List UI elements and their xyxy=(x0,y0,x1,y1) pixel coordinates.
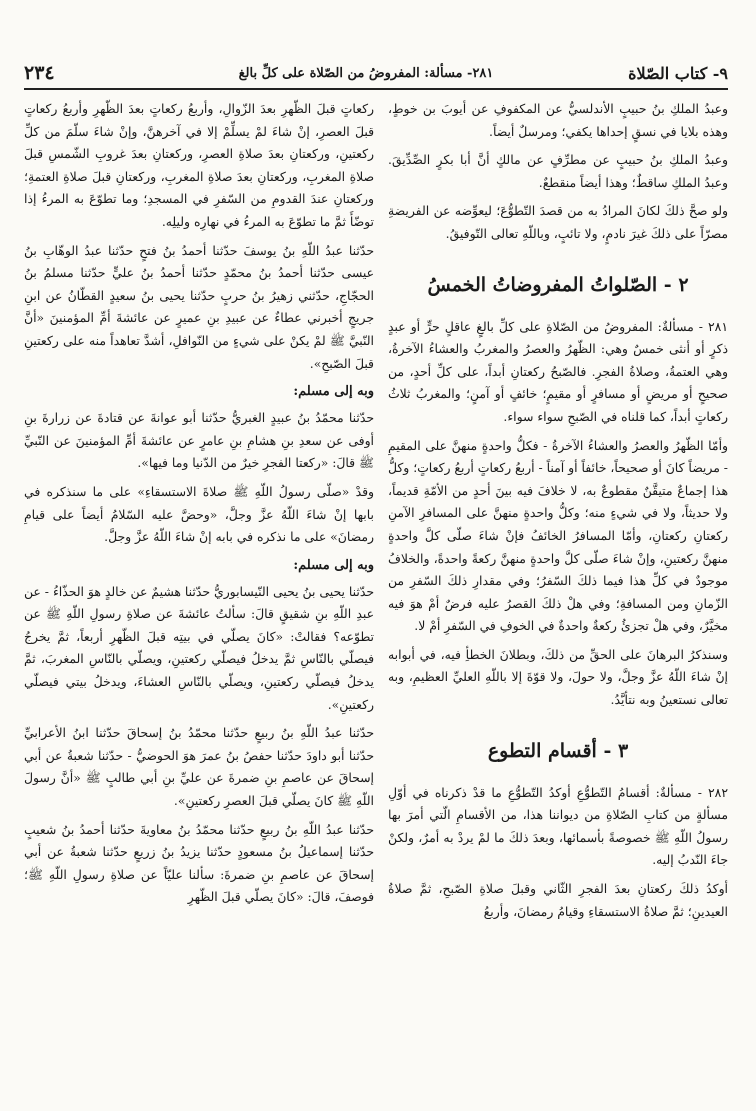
paragraph: وعبدُ الملكِ بنُ حبيبٍ عن مطرِّفٍ عن مالكٍ أنَّ أبا بكرٍ الصِّدِّيقَ. وعبدُ الملكِ ساقطٌ؛ وهذا أيضاً منقطعٌ. xyxy=(388,152,728,190)
page-number: ٢٣٤ xyxy=(24,62,55,84)
paragraph: حدّثنا عبدُ اللّهِ بنُ ربيعٍ حدّثنا محمّدُ بنُ معاويةَ حدّثنا أحمدُ بنُ شعيبٍ حدّثنا إسماعيلُ بنُ مسعودٍ حدّثنا يزيدُ بنُ زريعٍ حدّثنا شعبةُ عن أبي إسحاقَ عن عاصمِ بنِ ضمرةَ: سألنا عليّاً عن صلاةِ رسولِ اللّهِ ﷺ؛ فوصفَ، قالَ: «كانَ يصلّي قبلَ الظّهرِ xyxy=(24,821,374,905)
running-topic: ٢٨١- مسألة: المفروضُ من الصّلاة على كلِّ بالغ xyxy=(238,65,494,81)
paragraph: حدّثنا محمّدُ بنُ عبيدٍ الغبريُّ حدّثنا أبو عوانةَ عن قتادةَ عن زرارةَ بنِ أوفى عن سعدِ بنِ هشامِ بنِ عامرٍ عن عائشةَ أمِّ المؤمنينَ عن النّبيِّ ﷺ قالَ: «ركعتا الفجرِ خيرٌ من الدّنيا وما فيها». xyxy=(24,410,374,471)
paragraph: حدّثنا يحيى بنُ يحيى النّيسابوريُّ حدّثنا هشيمٌ عن خالدٍ هوَ الحذّاءُ - عن عبدِ اللّهِ بنِ شقيقٍ قالَ: سألتُ عائشةَ عن صلاةِ رسولِ اللّهِ ﷺ عن تطوّعه؟ فقالتْ: «كانَ يصلّي في بيتِه قبلَ الظّهرِ أربعاً، ثمَّ يخرجُ فيصلّي بالنّاسِ ثمَّ يدخلُ فيصلّي ركعتينِ، ويصلّي بالنّاسِ المغربَ، ثمَّ يدخلُ فيصلّي ركعتينِ، ويصلّي بالنّاسِ العشاءَ، ويدخلُ بيتي فيصلّي ركعتينِ». xyxy=(24,583,374,712)
paragraph: وعبدُ الملكِ بنُ حبيبٍ الأندلسيُّ عن المكفوفِ عن أيوبَ بن خوطٍ، وهذه بلايا في نسقٍ إحداها يكفي؛ ومرسلٌ أيضاً. xyxy=(388,101,728,139)
chain-subheading: وبه إلى مسلم: xyxy=(293,384,374,400)
paragraph: وأمّا الظّهرُ والعصرُ والعشاءُ الآخرةُ - فكلُّ واحدةٍ منهنَّ على المقيمِ - مريضاً كانَ أو صحيحاً، خائفاً أو آمناً - أربعُ ركعاتٍ أربعُ ركعاتٍ؛ وكلُّ هذا إجماعٌ متيقَّنٌ مقطوعٌ به، لا خلافَ فيه بينَ أحدٍ من الأمّةِ قديماً، ولا حديثاً، ولا في شيءٍ منه؛ وكلُّ واحدةٍ منهنَّ على المسافرِ الآمنِ ركعتانِ ركعتانِ، وأمّا المسافرُ الخائفُ فإنْ شاءَ صلّى كلَّ واحدةٍ منهنَّ ركعتينِ، وإنْ شاءَ صلّى كلَّ واحدةٍ منهنَّ ركعةً واحدةً، والخلافُ موجودٌ في كلِّ هذا فيما ذلكَ السّفرُ؛ وفي مقدارِ ذلكَ السّفرِ من الزّمانِ ومن المسافةِ؛ وفي هلْ ذلكَ القصرُ عليه فرضٌ أمْ هوَ فيه مخيَّرٌ، وفي هلْ تجزئُ ركعةٌ واحدةٌ في الخوفِ في السّفرِ أمْ لا. xyxy=(388,437,728,634)
chain-subheading: وبه إلى مسلم: xyxy=(293,557,374,573)
paragraph: حدّثنا عبدُ اللّهِ بنُ يوسفَ حدّثنا أحمدُ بنُ فتحٍ حدّثنا عبدُ الوهّابِ بنُ عيسى حدّثنا أحمدُ بنُ محمّدٍ حدّثنا أحمدُ بنُ عليٍّ حدّثنا مسلمُ بنُ الحجّاجِ، حدّثني زهيرُ بنُ حربٍ حدّثنا يحيى بنُ سعيدٍ القطّانُ عن ابنِ جريجٍ أخبرني عطاءٌ عن عبيدِ بنِ عميرٍ عن عائشةَ أمِّ المؤمنينَ «أنَّ النّبيَّ ﷺ لمْ يكنْ على شيءٍ من النّوافلِ، أشدَّ تعاهداً منه على ركعتينِ قبلَ الصّبحِ». xyxy=(24,242,374,371)
paragraph: وسنذكرُ البرهانَ على الحقِّ من ذلكَ، وبطلانَ الخطأِ فيه، في أبوابه إنْ شاءَ اللّهُ عزَّ وجلَّ، ولا حولَ، ولا قوّةَ إلا باللّهِ العليِّ العظيمِ، وبه تعالى نستعينُ وبه نتأيَّدُ. xyxy=(388,646,728,708)
paragraph: ٢٨١ - مسألةٌ: المفروضُ من الصّلاةِ على كلِّ بالغٍ عاقلٍ حرٍّ أو عبدٍ ذكرٍ أو أنثى خمسٌ وهي: الظّهرُ والعصرُ والمغربُ والعشاءُ الآخرةُ، وهي العتمةُ، وصلاةُ الفجرِ. فالصّبحُ ركعتانِ أبداً، على كلِّ أحدٍ، من صحيحٍ أو مريضٍ أو مسافرٍ أو مقيمٍ؛ خائفٍ أو آمنٍ؛ والمغربُ ثلاثُ ركعاتٍ أبداً، كما قلناه في الصّبحِ سواء سواء. xyxy=(388,318,728,424)
chapter-title: ٩- كتاب الصّلاة xyxy=(628,63,728,83)
page-header xyxy=(24,58,728,90)
section-heading: ٣ - أقسام التطوع xyxy=(487,739,629,762)
paragraph: ركعاتٍ قبلَ الظّهرِ بعدَ الزّوالِ، وأربعُ ركعاتٍ بعدَ الظّهرِ وأربعُ ركعاتٍ قبلَ العصرِ، إنْ شاءَ لمْ يسلِّمْ إلا في آخرهنَّ، وإنْ شاءَ سلّمَ من كلِّ ركعتينِ، وركعتانِ بعدَ صلاةِ العصرِ، وركعتانِ بعدَ غروبِ الشّمسِ قبلَ صلاةِ المغربِ، وركعتانِ بعدَ صلاةِ المغربِ، وركعتانِ قبلَ صلاةِ العتمةِ؛ وركعتانِ عندَ القدومِ من السّفرِ في المسجدِ؛ وما تطوّعَ به المرءُ إذا توضّأَ ثمَّ ما تطوّعَ به المرءُ في نهارِه وليلِه. xyxy=(24,101,374,229)
paragraph: أوكدُ ذلكَ ركعتانِ بعدَ الفجرِ الثّاني وقبلَ صلاةِ الصّبحِ، ثمَّ صلاةُ العيدينِ؛ ثمَّ صلاةُ الاستسقاءِ وقيامُ رمضانَ، وأربعُ xyxy=(388,881,728,919)
paragraph: حدّثنا عبدُ اللّهِ بنُ ربيعٍ حدّثنا محمّدُ بنُ إسحاقَ حدّثنا ابنُ الأعرابيِّ حدّثنا أبو داودَ حدّثنا حفصُ بنُ عمرَ هوَ الحوضيُّ - حدّثنا شعبةُ عن أبي إسحاقَ عن عاصمِ بنِ ضمرةَ عن عليِّ بنِ أبي طالبٍ ﷺ «أنَّ رسولَ اللّهِ ﷺ كانَ يصلّي قبلَ العصرِ ركعتينِ». xyxy=(24,725,374,809)
section-heading: ٢ - الصّلواتُ المفروضاتُ الخمسُ xyxy=(427,273,689,296)
paragraph: وقدْ «صلّى رسولُ اللّهِ ﷺ صلاةَ الاستسقاءِ» على ما سنذكره في بابها إنْ شاءَ اللّهُ عزَّ وجلَّ، «وحضَّ عليه السّلامُ أيضاً على قيامِ رمضانَ» على ما نذكره في بابه إنْ شاءَ اللّهُ عزَّ وجلَّ. xyxy=(24,483,374,545)
right-column xyxy=(388,98,728,1098)
left-column xyxy=(24,98,374,1098)
paragraph: ولو صحَّ ذلكَ لكانَ المرادُ به من قصدَ التّطوُّعَ؛ ليعوِّضه عن الفريضةِ مصرّاً على ذلكَ غيرَ نادمٍ، ولا تائبٍ، وباللّهِ تعالى التّوفيقُ. xyxy=(388,203,728,241)
paragraph: ٢٨٢ - مسألةٌ: أقسامُ التّطوُّعِ أوكدُ التّطوُّعِ ما قدْ ذكرناه في أوّلِ مسألةٍ من كتابِ الصّلاةِ من ديواننا هذا، من الأقسامِ الّتي أمرَ بها رسولُ اللّهِ ﷺ خصوصةً بأسمائها، وبعدَ ذلكَ ما لمْ يردْ به أمرٌ، ولكنْ جاءَ النّدبُ إليه. xyxy=(388,784,728,868)
